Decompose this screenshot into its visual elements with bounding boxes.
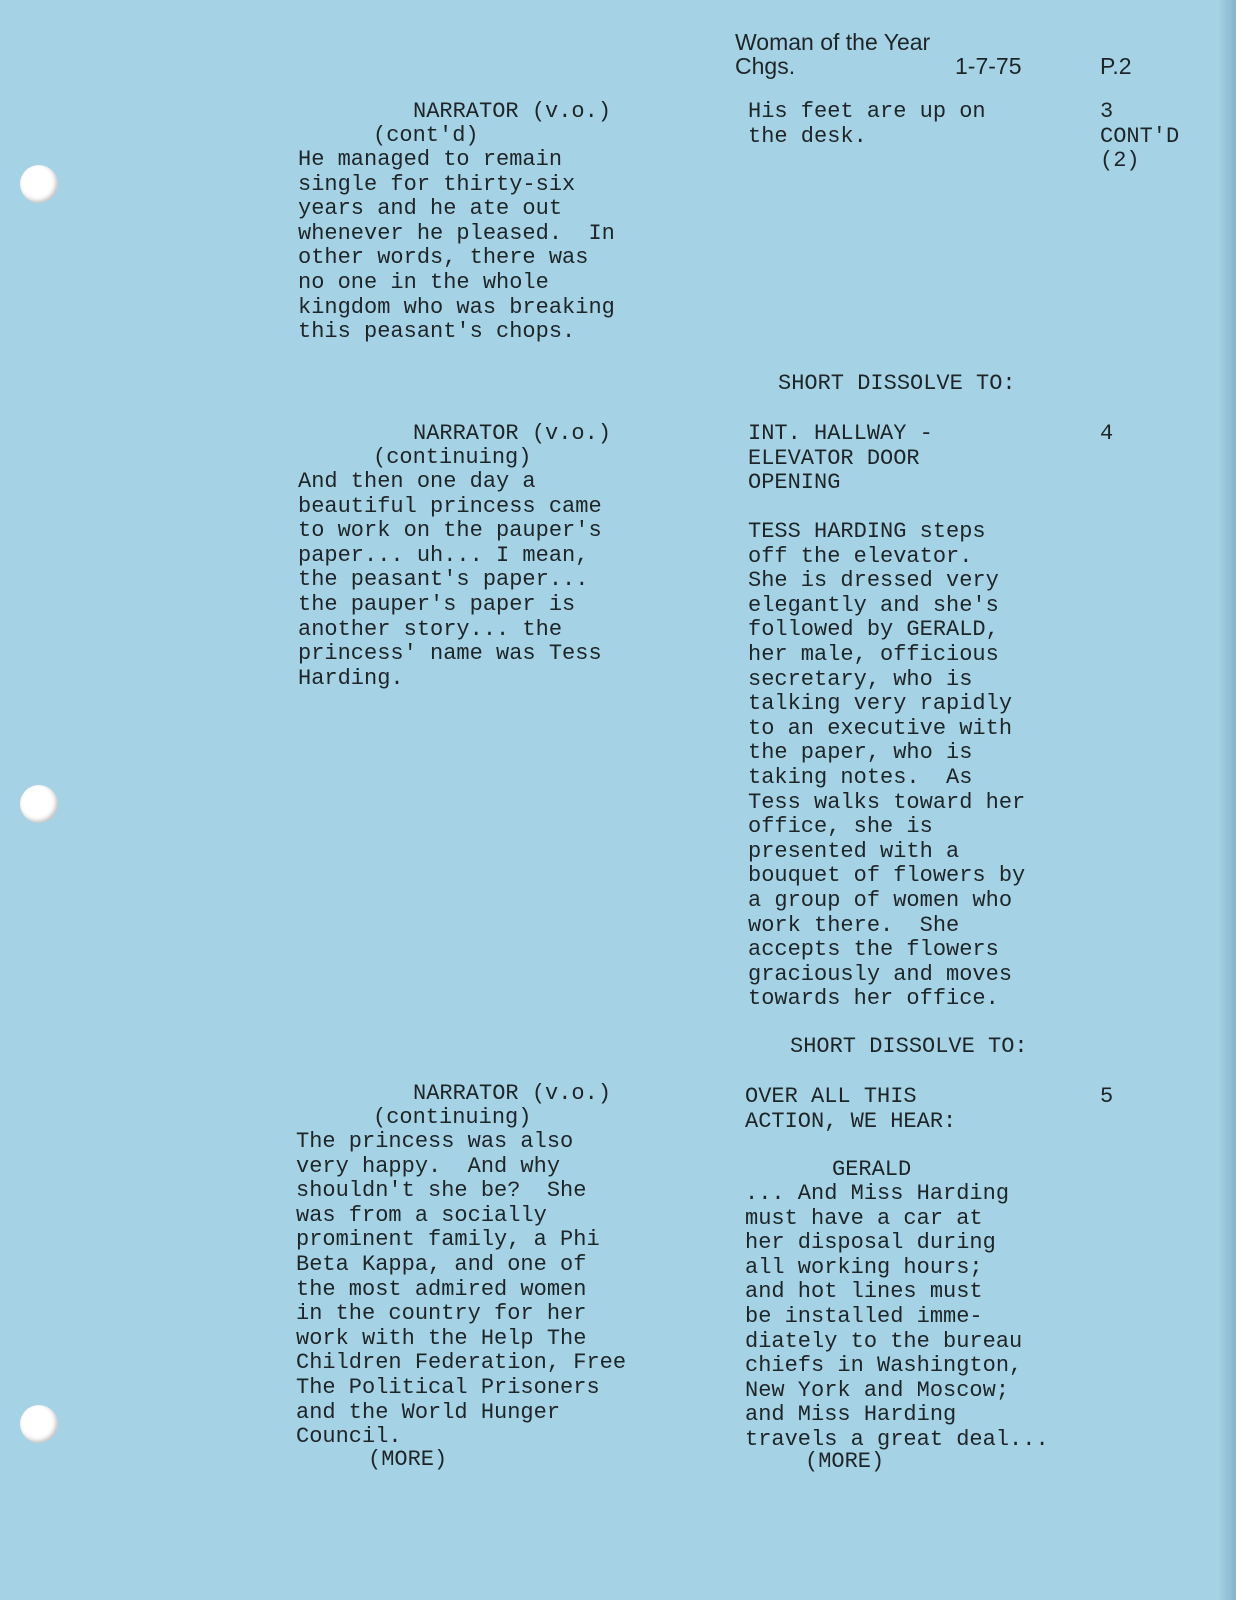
punch-hole-top <box>20 165 58 203</box>
scene-number: 4 <box>1100 421 1114 446</box>
scene-number: 3 CONT'D (2) <box>1100 99 1180 174</box>
header-date: 1-7-75 <box>955 53 1022 79</box>
narration-dialogue: And then one day a beautiful princess came to work on the pauper's paper... uh... I mean, the peasant's paper... the pauper's paper is another story... the princess' name was Tess Harding. <box>298 469 602 691</box>
more-indicator: (MORE) <box>805 1449 885 1474</box>
scene-heading: INT. HALLWAY - ELEVATOR DOOR OPENING <box>748 421 933 496</box>
header-changes: Chgs. <box>735 53 796 79</box>
scene-number: 5 <box>1100 1084 1114 1109</box>
parenthetical: (continuing) <box>373 445 532 470</box>
action-text: TESS HARDING steps off the elevator. She is dressed very elegantly and she's followed by GERALD, her male, officious secretary, who is talking very rapidly to an executive with the paper, who is taking notes. As Tess walks toward her office, she is presented with a bouquet of flowers by a group of women who work there. She accepts the flowers graciously and moves towards her office. <box>748 519 1026 1012</box>
transition: SHORT DISSOLVE TO: <box>790 1034 1028 1059</box>
parenthetical: (continuing) <box>373 1105 532 1130</box>
character-cue: GERALD <box>832 1157 912 1182</box>
more-indicator: (MORE) <box>368 1447 448 1472</box>
narration-dialogue: He managed to remain single for thirty-six years and he ate out whenever he pleased. In other words, there was no one in the whole kingdom who was breaking this peasant's chops. <box>298 147 615 345</box>
page-edge-shadow <box>1218 0 1236 1600</box>
character-dialogue: ... And Miss Harding must have a car at her disposal during all working hours; and hot lines must be installed imme- diately to the bureau chiefs in Washington, New York and Moscow; and Miss Harding travels a great deal... <box>745 1181 1049 1452</box>
header-title: Woman of the Year <box>735 29 931 55</box>
parenthetical: (cont'd) <box>373 123 479 148</box>
narration-dialogue: The princess was also very happy. And why shouldn't she be? She was from a socially prominent family, a Phi Beta Kappa, and one of the most admired women in the country for her work with the Help The Children Federation, Free The Political Prisoners and the World Hunger Council. <box>296 1129 627 1450</box>
character-cue: NARRATOR (v.o.) <box>413 1081 612 1106</box>
action-text: OVER ALL THIS ACTION, WE HEAR: <box>745 1084 957 1134</box>
character-cue: NARRATOR (v.o.) <box>413 99 612 124</box>
transition: SHORT DISSOLVE TO: <box>778 371 1016 396</box>
character-cue: NARRATOR (v.o.) <box>413 421 612 446</box>
header-page-number: P.2 <box>1100 53 1132 79</box>
punch-hole-middle <box>20 785 58 823</box>
action-text: His feet are up on the desk. <box>748 99 986 149</box>
punch-hole-bottom <box>20 1405 58 1443</box>
